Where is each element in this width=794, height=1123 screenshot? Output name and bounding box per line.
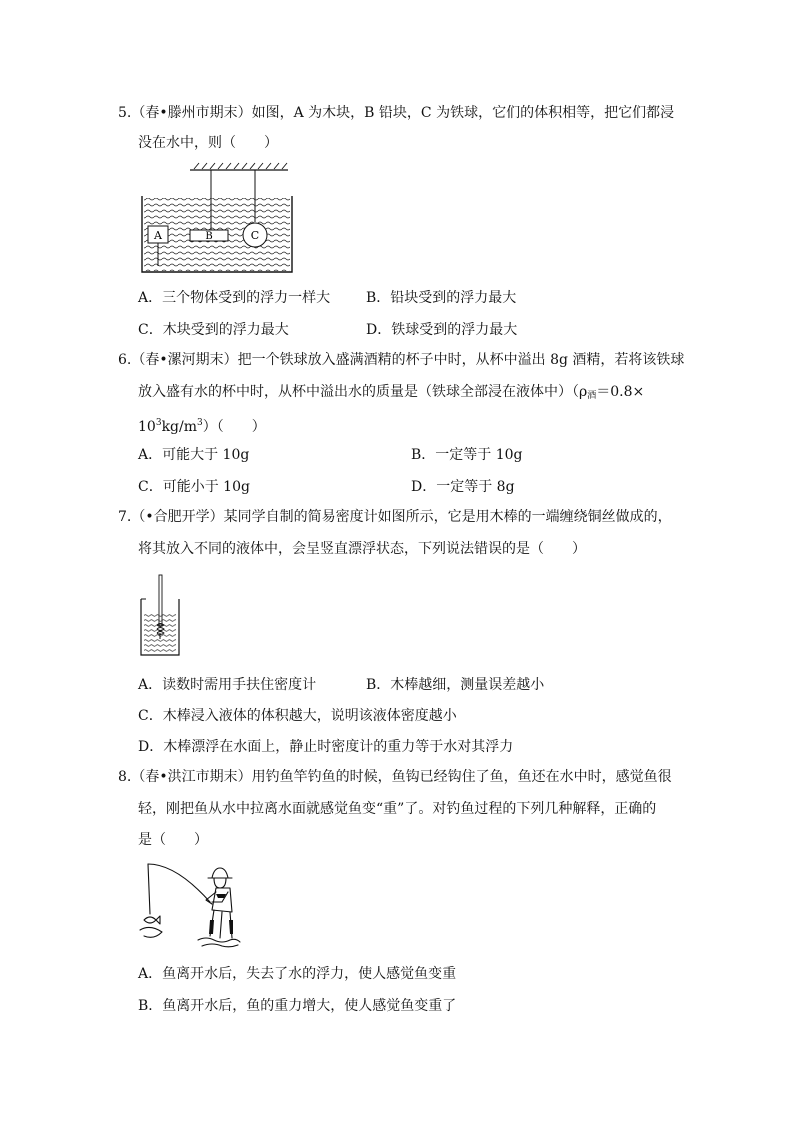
q6-line-3 <box>138 413 266 437</box>
q5-option-d[interactable]: D．铁球受到的浮力最大 <box>366 322 518 338</box>
q5-label-c: C <box>250 229 260 242</box>
q6-line-3-exp: 3 <box>155 418 162 428</box>
q6-line-2 <box>138 382 644 406</box>
q5-label-a: A <box>154 229 162 242</box>
q6-option-a[interactable]: A．可能大于 10g <box>138 447 250 463</box>
q7-figure <box>138 573 182 659</box>
q8-fisherman-figure <box>136 858 244 950</box>
q7-line-2: 将其放入不同的液体中，会呈竖直漂浮状态，下列说法错误的是（ ） <box>138 541 586 557</box>
q5-line-1: 5.（春•滕州市期末）如图，A 为木块，B 铅块，C 为铁球，它们的体积相等，把它们都浸 <box>118 105 675 121</box>
q6-option-c[interactable]: C．可能小于 10g <box>138 479 250 495</box>
q6-option-b[interactable]: B．一定等于 10g <box>411 447 523 463</box>
q5-option-c[interactable]: C．木块受到的浮力最大 <box>138 322 289 338</box>
q8-line-1: 8.（春•洪江市期末）用钓鱼竿钓鱼的时候，鱼钩已经钩住了鱼，鱼还在水中时，感觉鱼很 <box>118 769 672 785</box>
q5-option-b[interactable]: B．铅块受到的浮力最大 <box>366 290 517 306</box>
q6-rho-subscript: 酒 <box>587 391 597 401</box>
q8-option-b[interactable]: B．鱼离开水后，鱼的重力增大，使人感觉鱼变重了 <box>138 998 457 1014</box>
q7-line-1: 7.（•合肥开学）某同学自制的简易密度计如图所示，它是用木棒的一端缠绕铜丝做成的， <box>118 509 672 525</box>
q6-line-3-unit: kg/m <box>161 419 197 435</box>
q7-option-a[interactable]: A．读数时需用手扶住密度计 <box>138 677 317 693</box>
q8-option-a[interactable]: A．鱼离开水后，失去了水的浮力，使人感觉鱼变重 <box>138 966 457 982</box>
q6-line-3-tail: ）（ ） <box>202 419 266 435</box>
q6-line-2-text: 放入盛有水的杯中时，从杯中溢出水的质量是（铁球全部浸在液体中）（ρ <box>138 384 588 400</box>
q5-figure <box>138 160 298 278</box>
q5-line-2: 没在水中，则（ ） <box>138 135 278 151</box>
q6-line-1: 6.（春•漯河期末）把一个铁球放入盛满酒精的杯子中时，从杯中溢出 8g 酒精，若将该铁球 <box>118 352 685 368</box>
q5-option-a[interactable]: A．三个物体受到的浮力一样大 <box>138 290 331 306</box>
q6-option-d[interactable]: D．一定等于 8g <box>411 479 515 495</box>
q5-label-b: B <box>205 231 213 242</box>
q6-line-3-base: 10 <box>138 419 156 435</box>
q7-option-b[interactable]: B．木棒越细，测量误差越小 <box>366 677 545 693</box>
q7-option-d[interactable]: D．木棒漂浮在水面上，静止时密度计的重力等于水对其浮力 <box>138 739 514 755</box>
q6-line-3-unit-exp: 3 <box>197 418 203 428</box>
q8-line-3: 是（ ） <box>138 832 208 848</box>
q8-line-2: 轻，刚把鱼从水中拉离水面就感觉鱼变“重”了。对钓鱼过程的下列几种解释，正确的 <box>138 801 657 817</box>
q7-option-c[interactable]: C．木棒浸入液体的体积越大，说明该液体密度越小 <box>138 708 457 724</box>
q6-rho-value: ＝0.8× <box>596 384 645 400</box>
